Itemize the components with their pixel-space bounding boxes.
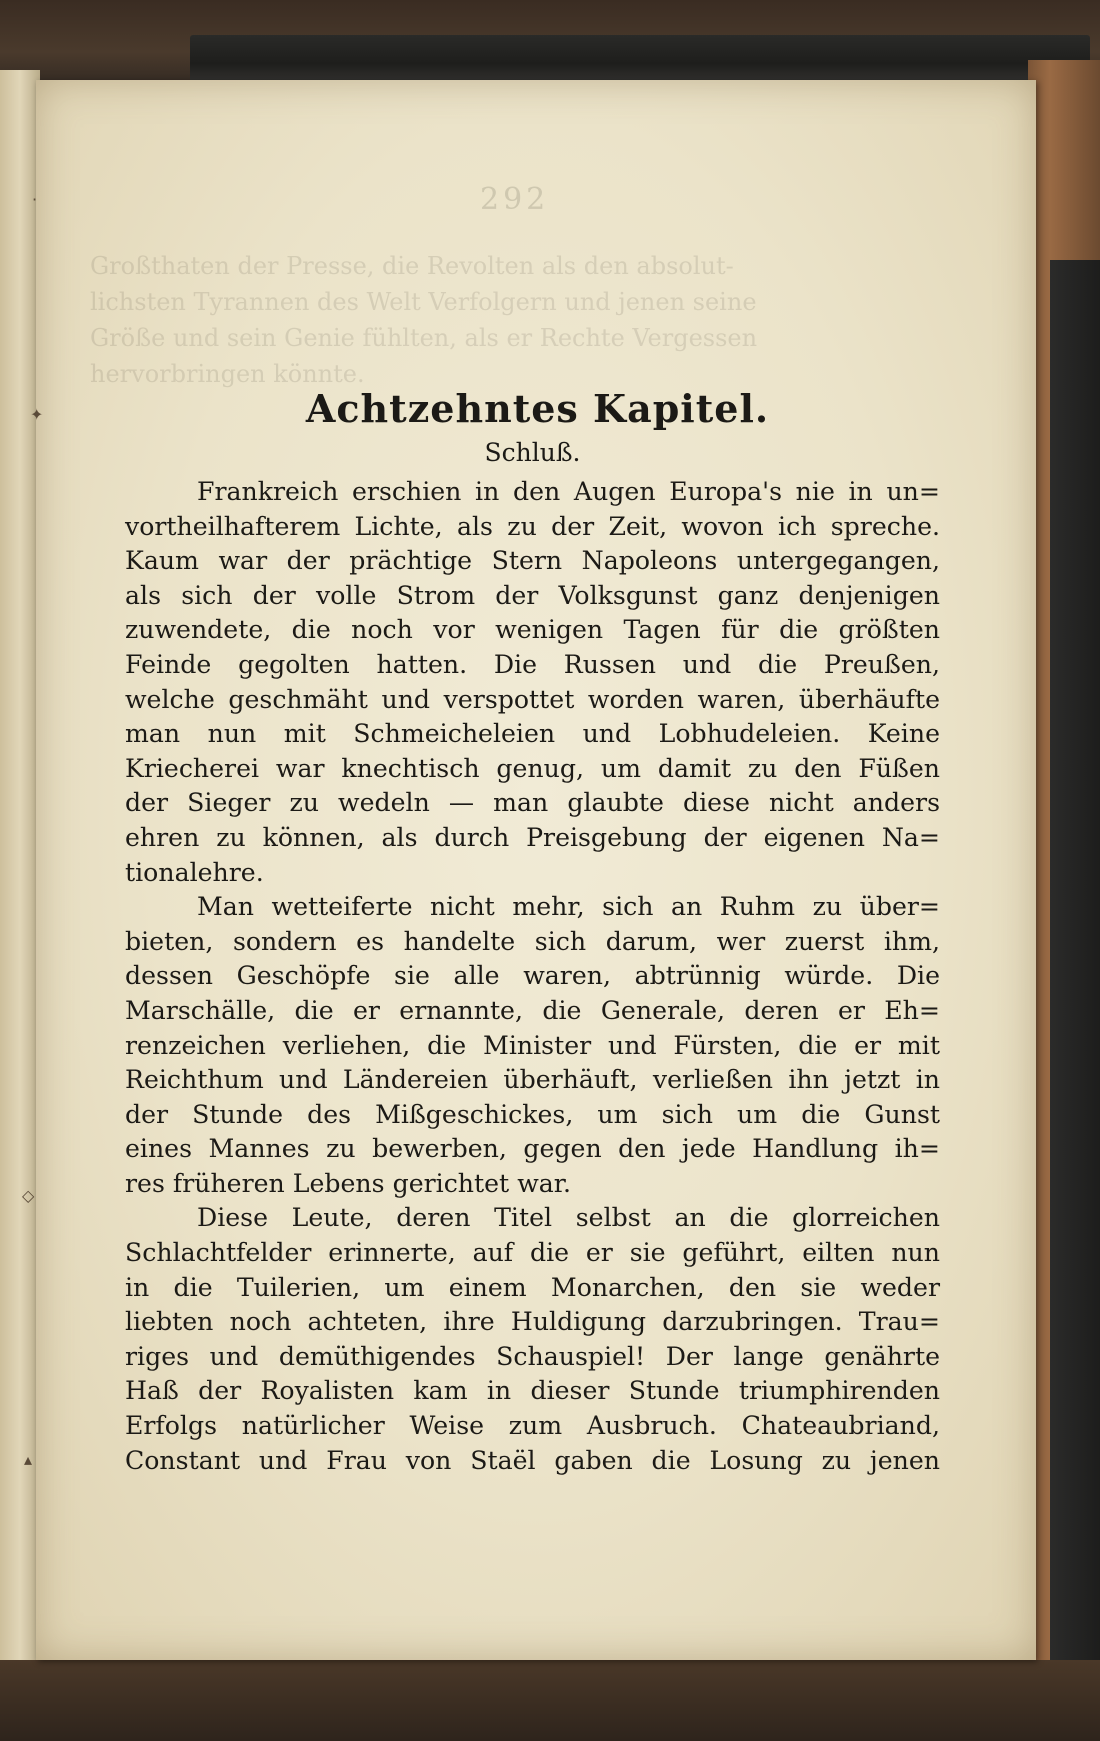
margin-mark: ✦: [30, 405, 44, 424]
text-line: Feinde gegolten hatten. Die Russen und die Preußen,: [125, 649, 940, 679]
paragraph-1: [125, 475, 940, 890]
book-cover-bottom: [0, 1660, 1100, 1741]
chapter-title: Achtzehntes Kapitel.: [305, 386, 770, 431]
book-cover-right-dark: [1050, 260, 1100, 1660]
bleed-through-line: lichsten Tyrannen des Welt Verfolgern und jenen seine: [90, 288, 757, 316]
bleed-through-page-number: 292: [480, 182, 550, 217]
bleed-through-line: Größe und sein Genie fühlten, als er Rechte Vergessen: [90, 324, 758, 352]
text-line: Schlachtfelder erinnerte, auf die er sie geführt, eilten nun: [125, 1238, 940, 1268]
text-line: Kriecherei war knechtisch genug, um damit zu den Füßen: [125, 753, 940, 783]
text-line: vortheilhafterem Lichte, als zu der Zeit, wovon ich spreche.: [125, 511, 940, 541]
text-line: Constant und Frau von Staël gaben die Losung zu jenen: [125, 1445, 940, 1475]
text-line: zuwendete, die noch vor wenigen Tagen für die größten: [125, 615, 940, 645]
text-line: Haß der Royalisten kam in dieser Stunde triumphirenden: [125, 1376, 940, 1406]
text-line: als sich der volle Strom der Volksgunst ganz denjenigen: [125, 580, 940, 610]
text-line: Frankreich erschien in den Augen Europa's nie in un=: [197, 477, 940, 506]
text-line: der Sieger zu wedeln — man glaubte diese nicht anders: [125, 788, 940, 818]
paragraph-3: [125, 1201, 940, 1478]
text-line: Marschälle, die er ernannte, die Generale, deren er Eh=: [125, 995, 940, 1025]
text-line: renzeichen verliehen, die Minister und Fürsten, die er mit: [125, 1030, 940, 1060]
text-line: dessen Geschöpfe sie alle waren, abtrünnig würde. Die: [125, 961, 940, 991]
text-line: in die Tuilerien, um einem Monarchen, den sie weder: [125, 1272, 940, 1302]
bleed-through-line: hervorbringen könnte.: [90, 360, 365, 388]
text-line: liebten noch achteten, ihre Huldigung darzubringen. Trau=: [125, 1307, 940, 1337]
book-spine-band: [190, 35, 1090, 83]
bleed-through-line: Großthaten der Presse, die Revolten als den absolut-: [90, 252, 734, 280]
text-line: Diese Leute, deren Titel selbst an die glorreichen: [197, 1203, 940, 1233]
text-line: riges und demüthigendes Schauspiel! Der lange genährte: [125, 1341, 940, 1371]
text-line: Kaum war der prächtige Stern Napoleons untergegangen,: [125, 546, 940, 576]
text-line: eines Mannes zu bewerben, gegen den jede Handlung ih=: [125, 1134, 940, 1164]
text-line: welche geschmäht und verspottet worden waren, überhäufte: [125, 684, 940, 714]
text-line: ehren zu können, als durch Preisgebung der eigenen Na=: [125, 822, 940, 852]
page-text: [125, 385, 940, 1478]
text-line: man nun mit Schmeicheleien und Lobhudeleien. Keine: [125, 719, 940, 749]
text-line: Erfolgs natürlicher Weise zum Ausbruch. Chateaubriand,: [125, 1411, 940, 1441]
previous-page-edge: [0, 70, 40, 1741]
margin-mark: ◇: [22, 1186, 35, 1205]
chapter-subtitle: Schluß.: [484, 438, 581, 467]
paragraph-2: [125, 890, 940, 1201]
text-line: tionalehre.: [125, 857, 264, 887]
text-line: bieten, sondern es handelte sich darum, wer zuerst ihm,: [125, 926, 940, 956]
margin-mark: ▴: [24, 1450, 33, 1469]
text-line: Man wetteiferte nicht mehr, sich an Ruhm zu über=: [197, 892, 940, 922]
text-line: der Stunde des Mißgeschickes, um sich um die Gunst: [125, 1099, 940, 1129]
text-line: res früheren Lebens gerichtet war.: [125, 1168, 572, 1198]
text-line: Reichthum und Ländereien überhäuft, verließen ihn jetzt in: [125, 1065, 940, 1095]
margin-mark: ·: [32, 190, 38, 209]
